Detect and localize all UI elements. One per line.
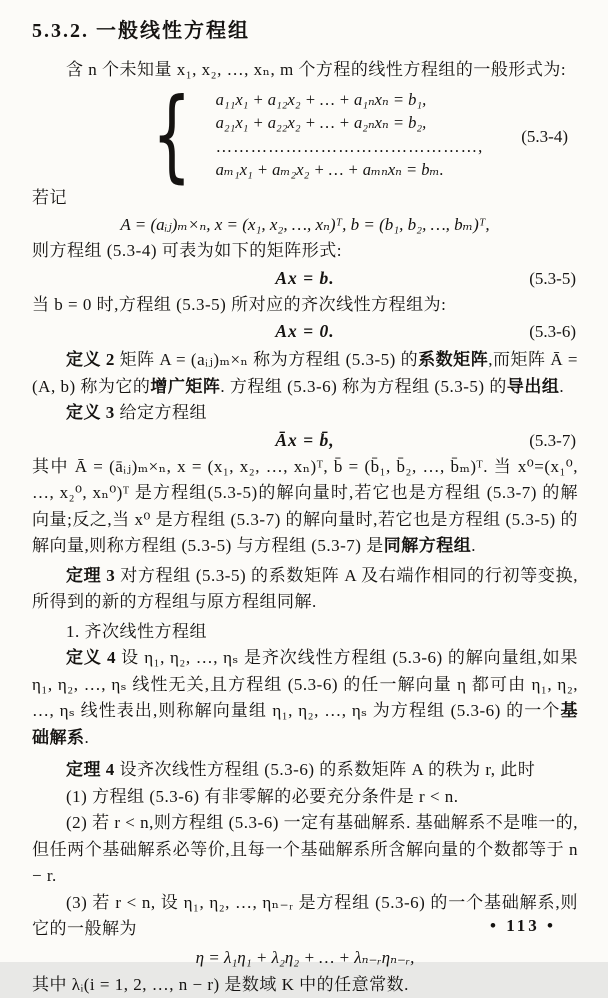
- equation-system-5-3-4: [152, 88, 578, 182]
- system-line-2: a₂₁x₁ + a₂₂x₂ + … + a₂ₙxₙ = b₂,: [216, 111, 484, 135]
- closing-paragraph: 其中 λᵢ(i = 1, 2, …, n − r) 是数域 K 中的任意常数.: [32, 972, 578, 998]
- theorem-4-lead: 定理 4 设齐次线性方程组 (5.3-6) 的系数矩阵 A 的秩为 r, 此时: [32, 757, 578, 784]
- system-line-dots: ………………………………………,: [216, 135, 484, 159]
- system-line-m: aₘ₁x₁ + aₘ₂x₂ + … + aₘₙxₙ = bₘ.: [216, 158, 484, 182]
- theorem-4-item-3: (3) 若 r < n, 设 η₁, η₂, …, ηₙ₋ᵣ 是方程组 (5.3-6) 的一个基础解系,则它的一般解为: [32, 890, 578, 943]
- section-title: 5.3.2. 一般线性方程组: [32, 14, 578, 43]
- equation-number-5-3-5: (5.3-5): [529, 266, 576, 291]
- equation-5-3-5: [32, 266, 578, 291]
- left-brace: {: [152, 89, 191, 181]
- definition-3-lead: 定义 3 给定方程组: [32, 400, 578, 427]
- formula-ax-0: Ax = 0.: [275, 321, 334, 341]
- general-solution-equation: η = λ₁η₁ + λ₂η₂ + … + λₙ₋ᵣηₙ₋ᵣ,: [32, 945, 578, 970]
- theorem-4-item-2: (2) 若 r < n,则方程组 (5.3-6) 一定有基础解系. 基础解系不是唯一的,但任两个基础解系必等价,且每一个基础解系所含解向量的个数都等于 n − r.: [32, 810, 578, 890]
- theorem-4-item-1: (1) 方程组 (5.3-6) 有非零解的必要充分条件是 r < n.: [32, 784, 578, 811]
- system-lines: [216, 88, 484, 182]
- page-number: • 113 •: [490, 916, 556, 936]
- equation-5-3-6: [32, 319, 578, 344]
- formula-abar-x: Āx = b̄,: [275, 430, 334, 450]
- definition-3-body: 其中 Ā = (āᵢⱼ)ₘ×ₙ, x = (x₁, x₂, …, xₙ)ᵀ, b̄ = (b̄₁, b̄₂, …, b̄ₘ)ᵀ. 当 x⁰=(x₁⁰, …, x₂⁰, xₙ⁰)ᵀ 是方程组(5.3-5)的解向量时,若它也是方程组 (5.3-7) 的解向量;反之,当 x⁰ 是方程组 (5.3-7) 的解向量时,若它也是方程组 (5.3-5) 的解向量,则称方程组 (5.3-5) 与方程组 (5.3-7) 是同解方程组.: [32, 454, 578, 560]
- equation-number-5-3-6: (5.3-6): [529, 319, 576, 344]
- paragraph-homogeneous: 当 b = 0 时,方程组 (5.3-5) 所对应的齐次线性方程组为:: [32, 292, 578, 319]
- theorem-3-paragraph: 定理 3 对方程组 (5.3-5) 的系数矩阵 A 及右端作相同的行初等变换,所得到的新的方程组与原方程组同解.: [32, 563, 578, 616]
- equation-5-3-7: [32, 428, 578, 453]
- formula-ax-b: Ax = b.: [275, 268, 334, 288]
- system-line-1: a₁₁x₁ + a₁₂x₂ + … + a₁ₙxₙ = b₁,: [216, 88, 484, 112]
- equation-number-5-3-7: (5.3-7): [529, 428, 576, 453]
- intro-paragraph: 含 n 个未知量 x₁, x₂, …, xₙ, m 个方程的线性方程组的一般形式为:: [32, 57, 578, 84]
- matrix-definition-equation: A = (aᵢⱼ)ₘ×ₙ, x = (x₁, x₂, …, xₙ)ᵀ, b = (b₁, b₂, …, bₘ)ᵀ,: [32, 212, 578, 237]
- paragraph-matrix-form: 则方程组 (5.3-4) 可表为如下的矩阵形式:: [32, 238, 578, 265]
- subsection-heading: 1. 齐次线性方程组: [32, 619, 578, 646]
- definition-4-paragraph: 定义 4 设 η₁, η₂, …, ηₛ 是齐次线性方程组 (5.3-6) 的解向量组,如果 η₁, η₂, …, ηₛ 线性无关,且方程组 (5.3-6) 的任一解向量 η 都可由 η₁, η₂, …, ηₛ 线性表出,则称解向量组 η₁, η₂, …, ηₛ 为方程组 (5.3-6) 的一个基础解系.: [32, 645, 578, 751]
- equation-number-5-3-4: (5.3-4): [521, 127, 568, 147]
- definition-2-paragraph: 定义 2 矩阵 A = (aᵢⱼ)ₘ×ₙ 称为方程组 (5.3-5) 的系数矩阵,而矩阵 Ā = (A, b) 称为它的增广矩阵. 方程组 (5.3-6) 称为方程组 (5.3-5) 的导出组.: [32, 347, 578, 400]
- paragraph-ruoji: 若记: [32, 185, 578, 212]
